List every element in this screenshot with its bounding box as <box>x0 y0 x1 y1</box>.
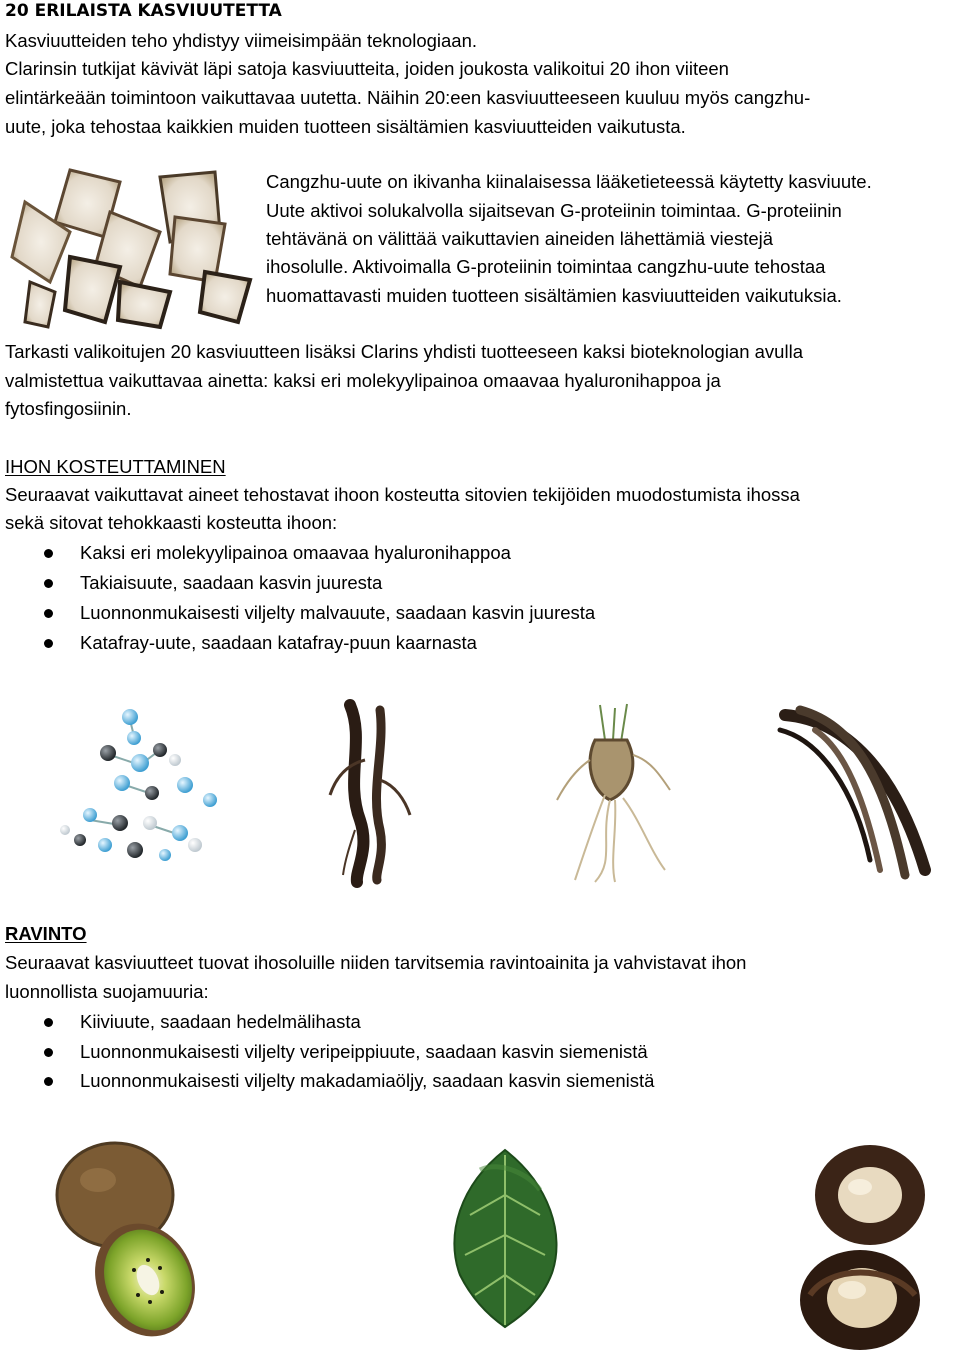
bullet-icon <box>44 639 53 648</box>
moisture-item: Kaksi eri molekyylipainoa omaavaa hyaluronihappoa <box>80 542 511 563</box>
intro-line-3: elintärkeään toimintoon vaikuttavaa uutetta. Näihin 20:een kasviuutteeseen kuuluu myös cangzhu- <box>5 87 811 108</box>
biotech-line-1: Tarkasti valikoitujen 20 kasviuutteen lisäksi Clarins yhdisti tuotteeseen kaksi bioteknologian avulla <box>5 341 803 362</box>
nutrition-item: Luonnonmukaisesti viljelty makadamiaöljy, saadaan kasvin siemenistä <box>80 1070 655 1091</box>
burdock-root-image <box>325 700 415 885</box>
macadamia-nut-image <box>790 1135 940 1355</box>
nutrition-heading: RAVINTO <box>5 923 87 944</box>
moisture-text-line-2: sekä sitovat tehokkaasti kosteutta ihoon: <box>5 512 338 533</box>
katafray-bark-image <box>775 700 935 885</box>
intro-line-2: Clarinsin tutkijat kävivät läpi satoja kasviuutteita, joiden joukosta valikoitui 20 ihon viiteen <box>5 58 729 79</box>
nutrition-item: Luonnonmukaisesti viljelty veripeippiuute, saadaan kasvin siemenistä <box>80 1041 648 1062</box>
cangzhu-line-1: Cangzhu-uute on ikivanha kiinalaisessa lääketieteessä käytetty kasviuute. <box>266 171 872 192</box>
bullet-icon <box>44 1018 53 1027</box>
nettle-leaf-image <box>440 1145 570 1330</box>
cangzhu-line-5: huomattavasti muiden tuotteen sisältämien kasviuutteiden vaikutuksia. <box>266 285 842 306</box>
bullet-icon <box>44 1048 53 1057</box>
intro-line-1: Kasviuutteiden teho yhdistyy viimeisimpään teknologiaan. <box>5 30 478 51</box>
nutrition-item: Kiiviuute, saadaan hedelmälihasta <box>80 1011 361 1032</box>
nutrition-text-line-2: luonnollista suojamuuria: <box>5 981 209 1002</box>
bullet-icon <box>44 549 53 558</box>
moisture-item: Luonnonmukaisesti viljelty malvauute, saadaan kasvin juuresta <box>80 602 596 623</box>
cangzhu-root-slices-image <box>10 162 255 332</box>
cangzhu-line-2: Uute aktivoi solukalvolla sijaitsevan G-proteiinin toimintaa. G-proteiinin <box>266 200 842 221</box>
nutrition-text-line-1: Seuraavat kasviuutteet tuovat ihosoluille niiden tarvitsemia ravintoainita ja vahvistavat ihon <box>5 952 747 973</box>
cangzhu-line-4: ihosolulle. Aktivoimalla G-proteiinin toimintaa cangzhu-uute tehostaa <box>266 256 826 277</box>
cangzhu-line-3: tehtävänä on välittää vaikuttavien aineiden lähettämiä viestejä <box>266 228 774 249</box>
moisture-text-line-1: Seuraavat vaikuttavat aineet tehostavat ihoon kosteutta sitovien tekijöiden muodostumista ihossa <box>5 484 800 505</box>
page-title: 20 ERILAISTA KASVIUUTETTA <box>5 1 282 21</box>
moisture-heading: IHON KOSTEUTTAMINEN <box>5 456 226 477</box>
hyaluronic-molecule-image <box>60 705 230 875</box>
kiwi-image <box>40 1140 220 1350</box>
moisture-item: Katafray-uute, saadaan katafray-puun kaarnasta <box>80 632 477 653</box>
biotech-line-3: fytosfingosiinin. <box>5 398 132 419</box>
bullet-icon <box>44 1077 53 1086</box>
biotech-line-2: valmistettua vaikuttavaa ainetta: kaksi eri molekyylipainoa omaavaa hyaluronihappoa ja <box>5 370 721 391</box>
bullet-icon <box>44 579 53 588</box>
bullet-icon <box>44 609 53 618</box>
intro-line-4: uute, joka tehostaa kaikkien muiden tuotteen sisältämien kasviuutteiden vaikutusta. <box>5 116 686 137</box>
mallow-root-image <box>555 700 675 885</box>
moisture-item: Takiaisuute, saadaan kasvin juuresta <box>80 572 383 593</box>
